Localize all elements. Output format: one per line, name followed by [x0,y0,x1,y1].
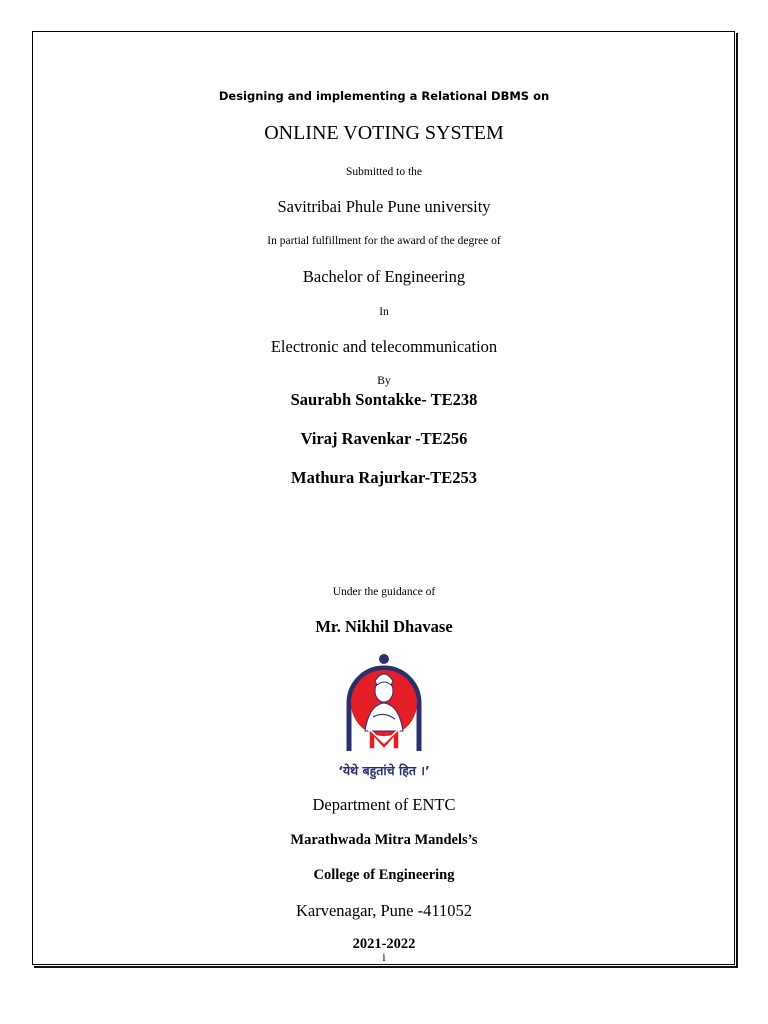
society-name: Marathwada Mitra Mandels’s [290,832,478,848]
subject-line: Designing and implementing a Relational DBMS on [218,89,550,103]
partial-fulfillment-text: In partial fulfillment for the award of the degree of [267,235,501,247]
logo-motto: ‘येथे बहुतांचे हित ।’ [338,763,430,778]
guidance-label: Under the guidance of [332,586,436,598]
document-title: ONLINE VOTING SYSTEM [264,122,504,144]
address: Karvenagar, Pune -411052 [295,901,473,920]
guide-name: Mr. Nikhil Dhavase [315,617,453,636]
page-number: i [382,952,386,964]
university-name: Savitribai Phule Pune university [277,197,491,216]
author-2: Viraj Ravenkar -TE256 [300,429,468,448]
college-logo [339,651,429,763]
page-border-shadow-bottom [34,966,738,968]
author-1: Saurabh Sontakke- TE238 [290,390,478,409]
academic-year: 2021-2022 [352,936,416,952]
department: Department of ENTC [312,795,456,814]
in-label: In [379,306,389,318]
degree-name: Bachelor of Engineering [302,267,466,286]
college-name: College of Engineering [313,867,455,883]
submitted-to-label: Submitted to the [345,166,423,178]
author-3: Mathura Rajurkar-TE253 [291,468,477,487]
by-label: By [377,375,391,387]
branch-name: Electronic and telecommunication [270,337,498,356]
